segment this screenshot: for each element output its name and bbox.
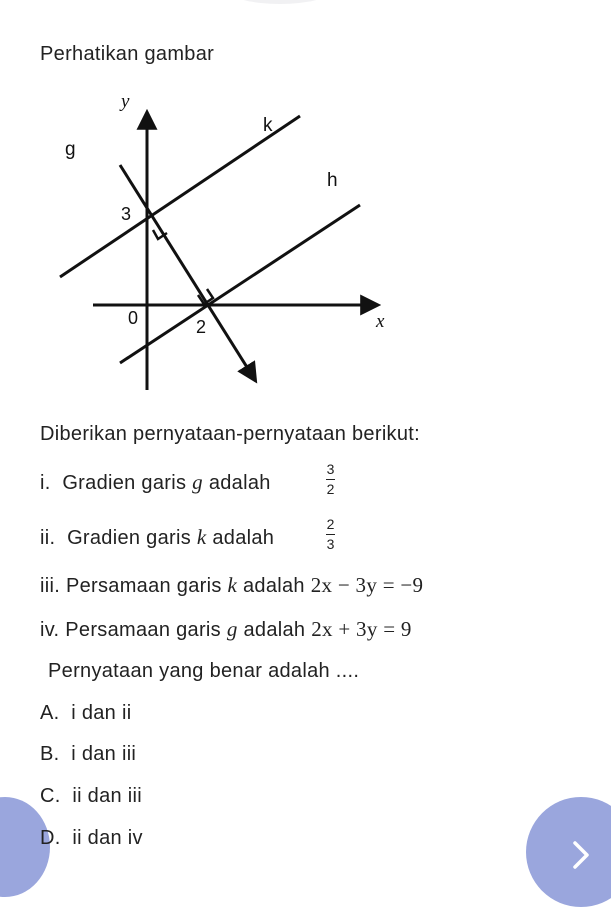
coordinate-graph	[55, 85, 395, 395]
statement-1-number: i.	[40, 472, 51, 494]
line-h	[120, 205, 360, 363]
statement-4-equation: 2x + 3y = 9	[311, 617, 412, 641]
tick-label-y-3: 3	[121, 204, 132, 224]
line-k	[60, 116, 300, 277]
page-title: Perhatikan gambar	[40, 43, 215, 65]
nav-next-button[interactable]	[526, 797, 611, 907]
question-text: Pernyataan yang benar adalah ....	[48, 660, 360, 682]
option-a-letter: A.	[40, 702, 60, 724]
statement-4-text: Persamaan garis	[65, 619, 221, 641]
statement-3-equation: 2x − 3y = −9	[310, 573, 424, 597]
option-b-text: i dan iii	[71, 743, 137, 765]
statement-2-var: k	[196, 525, 207, 549]
option-c-text: ii dan iii	[72, 785, 143, 807]
statement-1	[40, 470, 271, 495]
statement-3-text: Persamaan garis	[65, 575, 222, 597]
top-shade	[230, 0, 330, 4]
y-axis-label: y	[121, 91, 130, 112]
statement-3-tail: adalah	[242, 575, 305, 597]
statement-1-fraction	[326, 462, 335, 497]
chevron-right-icon	[570, 839, 592, 871]
line-g	[120, 165, 255, 380]
statement-1-text: Gradien garis	[62, 472, 187, 494]
statement-2-text: Gradien garis	[67, 527, 192, 549]
statement-3-var: k	[227, 573, 238, 597]
statement-3-number: iii.	[40, 575, 61, 597]
statement-1-tail: adalah	[208, 472, 271, 494]
line-k-label: k	[263, 115, 273, 136]
intro-text: Diberikan pernyataan-pernyataan berikut:	[40, 423, 420, 445]
statement-2-tail: adalah	[212, 527, 275, 549]
option-a-text: i dan ii	[71, 702, 132, 724]
statement-1-frac-num: 3	[326, 461, 335, 477]
statement-4-var: g	[226, 617, 238, 641]
option-a[interactable]	[40, 701, 131, 725]
statement-4-tail: adalah	[243, 619, 306, 641]
statement-2-fraction	[326, 517, 335, 552]
option-c-letter: C.	[40, 785, 61, 807]
statement-4	[40, 617, 412, 642]
statement-2	[40, 525, 274, 550]
option-d[interactable]	[40, 826, 143, 850]
statement-2-number: ii.	[40, 527, 56, 549]
option-b[interactable]	[40, 742, 136, 766]
statement-2-frac-den: 3	[326, 536, 335, 552]
statement-1-frac-den: 2	[326, 481, 335, 497]
statement-4-number: iv.	[40, 619, 60, 641]
statement-3	[40, 573, 423, 598]
tick-label-origin: 0	[128, 308, 139, 328]
line-h-label: h	[327, 170, 338, 191]
statement-1-var: g	[192, 470, 203, 494]
line-g-label: g	[65, 139, 76, 160]
option-c[interactable]	[40, 784, 142, 808]
option-d-letter: D.	[40, 827, 61, 849]
x-axis-label: x	[376, 311, 385, 332]
statement-2-frac-num: 2	[326, 516, 335, 532]
tick-label-x-2: 2	[196, 317, 207, 337]
option-b-letter: B.	[40, 743, 60, 765]
option-d-text: ii dan iv	[72, 827, 143, 849]
